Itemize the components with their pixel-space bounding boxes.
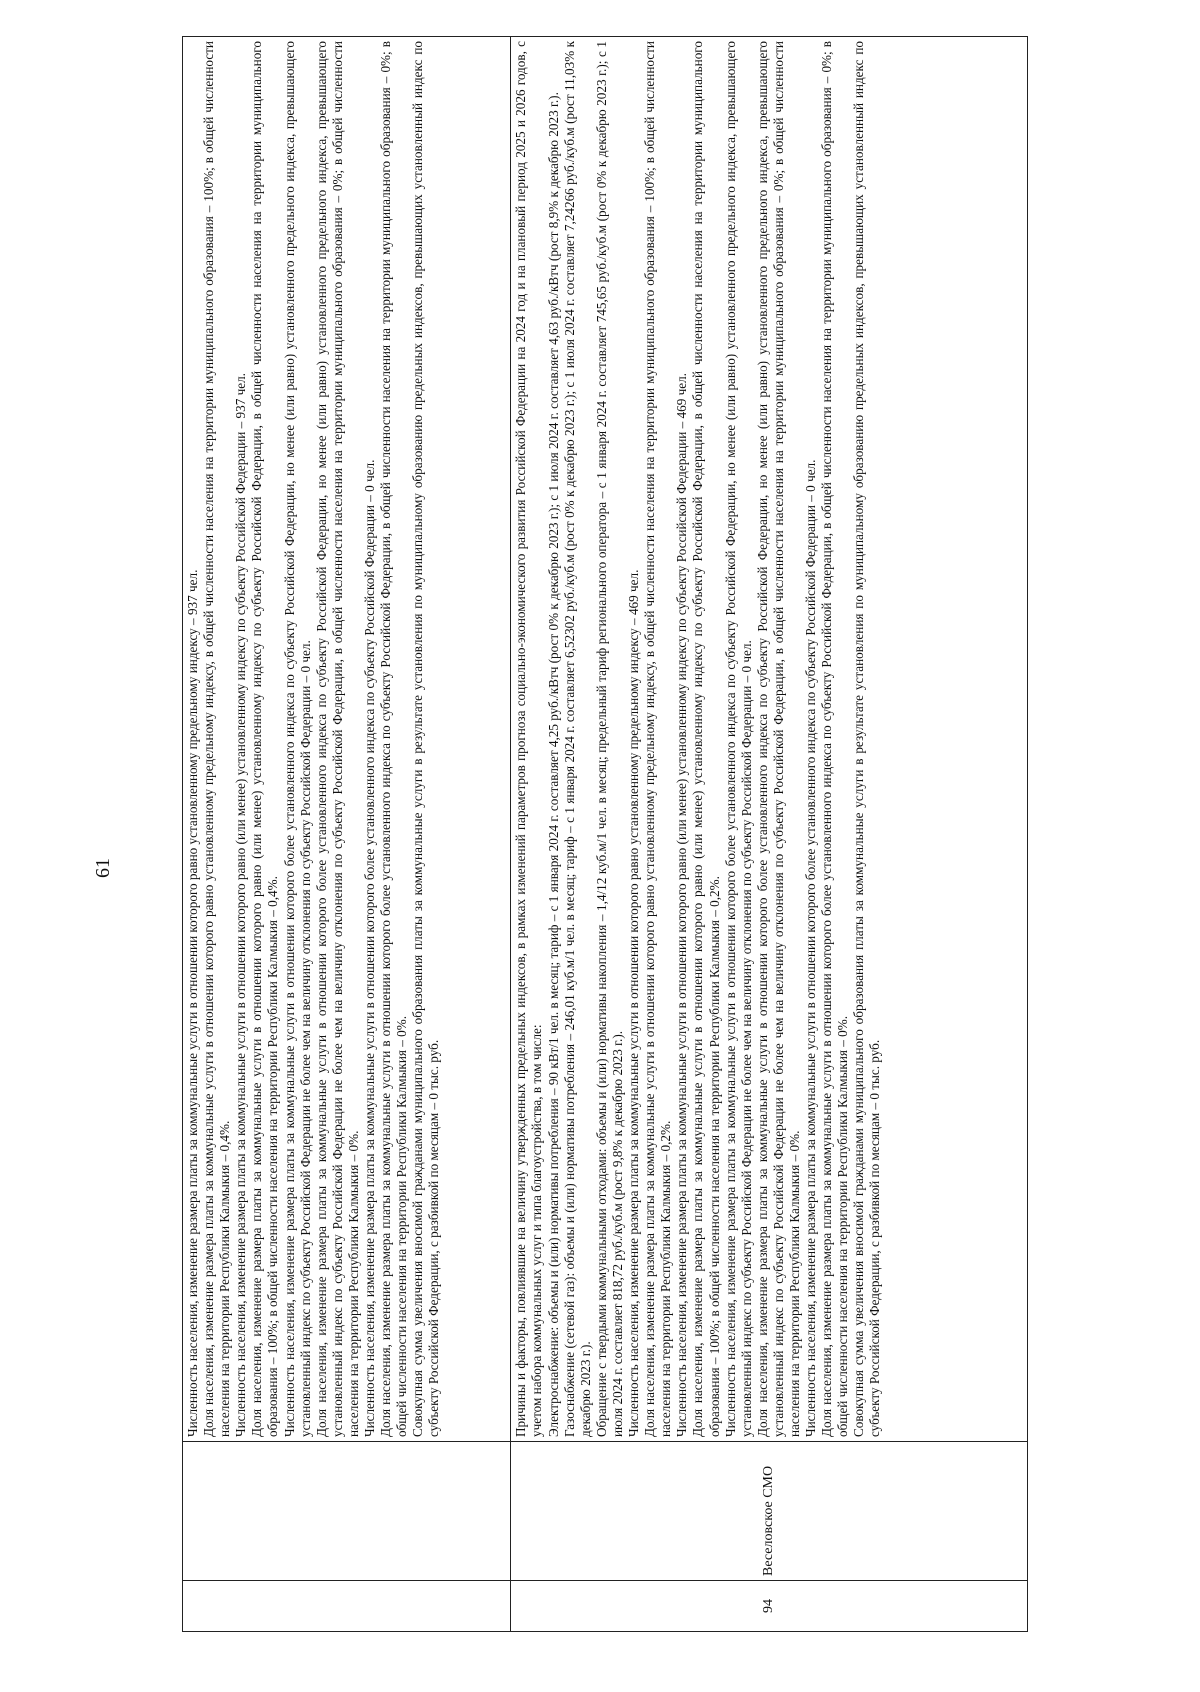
paragraph: Доля населения, изменение размера платы за коммунальные услуги в отношении которого более установленного индекса по субъекту Российской Федерации, в общей численности населения на территории муниципального образования – 0%; в общей численности населения на территории Республики Калмыкия – 0%. (819, 41, 851, 1437)
paragraph: Совокупная сумма увеличения вносимой гражданами муниципального образования платы за коммунальные услуги в результате установления по муниципальному образованию предельных индексов, превышающих установленный индекс по субъекту Российской Федерации, с разбивкой по месяцам – 0 тыс. руб. (851, 41, 883, 1437)
paragraph: Причины и факторы, повлиявшие на величину утвержденных предельных индексов, в рамках изменений параметров прогноза социально-экономического развития Российской Федерации на 2024 год и на плановый период 2025 и 2026 годов, с учетом набора коммунальных услуг и типа благоустройства, в том числе: (513, 41, 545, 1437)
page-number: 61 (92, 858, 114, 878)
paragraph: Численность населения, изменение размера платы за коммунальные услуги в отношении которого более установленного индекса по субъекту Российской Федерации – 0 чел. (803, 459, 819, 1437)
paragraph: Доля населения, изменение размера платы за коммунальные услуги в отношении которого более установленного индекса по субъекту Российской Федерации, но менее (или равно) установленного предельного индекса, превышающего установленный индекс по субъекту Российской Федерации не более чем на величину отклонения по субъекту Российской Федерации, в общей численности населения на территории муниципального образования – 0%; в общей численности населения на территории Республики Калмыкия – 0%. (754, 41, 802, 1437)
description-cell (183, 37, 511, 1442)
paragraph: Доля населения, изменение размера платы за коммунальные услуги в отношении которого равно установленному предельному индексу, в общей численности населения на территории муниципального образования – 100%; в общей численности населения на территории Республики Калмыкия – 0,4%. (201, 41, 233, 1437)
description-cell (511, 37, 1028, 1442)
paragraph: Газоснабжение (сетевой газ): объемы и (или) нормативы потребления – 246,01 куб.м/1 чел. в месяц; тариф – с 1 января 2024 г. составляет 6,52302 руб./куб.м (рост 0% к декабрю 2023 г.); с 1 июля 2024 г. составляет 7,24266 руб./куб.м (рост 11,03% к декабрю 2023 г.). (561, 41, 593, 1437)
municipality-name-cell: Веселовское СМО (511, 1442, 1028, 1581)
index-table (182, 36, 1028, 1632)
paragraph: Доля населения, изменение размера платы за коммунальные услуги в отношении которого более установленного индекса по субъекту Российской Федерации, но менее (или равно) установленного предельного индекса, превышающего установленный индекс по субъекту Российской Федерации не более чем на величину отклонения по субъекту Российской Федерации, в общей численности населения на территории муниципального образования – 0%; в общей численности населения на территории Республики Калмыкия – 0%. (313, 41, 361, 1437)
paragraph: Численность населения, изменение размера платы за коммунальные услуги в отношении которого более установленного индекса по субъекту Российской Федерации, но менее (или равно) установленного предельного индекса, превышающего установленный индекс по субъекту Российской Федерации не более чем на величину отклонения по субъекту Российской Федерации – 0 чел. (281, 41, 313, 1437)
table-row (183, 37, 511, 1632)
paragraph: Обращение с твердыми коммунальными отходами: объемы и (или) нормативы накопления – 1,4/12 куб.м/1 чел. в месяц; предельный тариф регионального оператора – с 1 января 2024 г. составляет 745,65 руб./куб.м (рост 0% к декабрю 2023 г.); с 1 июля 2024 г. составляет 818,72 руб./куб.м (рост 9,8% к декабрю 2023 г.). (593, 41, 625, 1437)
paragraph: Электроснабжение: объемы и (или) нормативы потребления – 90 кВт/1 чел. в месяц; тариф – с 1 января 2024 г. составляет 4,25 руб./кВтч (рост 0% к декабрю 2023 г.); с 1 июля 2024 г. составляет 4,63 руб./кВтч (рост 8,9% к декабрю 2023 г.). (545, 92, 561, 1437)
rotated-table-wrapper (182, 36, 1028, 1632)
paragraph: Совокупная сумма увеличения вносимой гражданами муниципального образования платы за коммунальные услуги в результате установления по муниципальному образованию предельных индексов, превышающих установленный индекс по субъекту Российской Федерации, с разбивкой по месяцам – 0 тыс. руб. (410, 41, 442, 1437)
paragraph: Численность населения, изменение размера платы за коммунальные услуги в отношении которого равно установленному предельному индексу – 469 чел. (626, 569, 642, 1437)
row-number-cell: 94 (511, 1581, 1028, 1632)
paragraph: Доля населения, изменение размера платы за коммунальные услуги в отношении которого равно (или менее) установленному индексу по субъекту Российской Федерации, в общей численности населения на территории муниципального образования – 100%; в общей численности населения на территории Республики Калмыкия – 0,4%. (249, 41, 281, 1437)
paragraph: Численность населения, изменение размера платы за коммунальные услуги в отношении которого более установленного индекса по субъекту Российской Федерации, но менее (или равно) установленного предельного индекса, превышающего установленный индекс по субъекту Российской Федерации не более чем на величину отклонения по субъекту Российской Федерации – 0 чел. (722, 41, 754, 1437)
paragraph: Доля населения, изменение размера платы за коммунальные услуги в отношении которого более установленного индекса по субъекту Российской Федерации, в общей численности населения на территории муниципального образования – 0%; в общей численности населения на территории Республики Калмыкия – 0%. (378, 41, 410, 1437)
paragraph: Численность населения, изменение размера платы за коммунальные услуги в отношении которого равно (или менее) установленному индексу по субъекту Российской Федерации – 937 чел. (233, 373, 249, 1437)
row-number-cell (183, 1581, 511, 1632)
municipality-name-cell (183, 1442, 511, 1581)
table-row (511, 37, 1028, 1632)
paragraph: Численность населения, изменение размера платы за коммунальные услуги в отношении которого равно установленному предельному индексу – 937 чел. (185, 569, 200, 1437)
paragraph: Доля населения, изменение размера платы за коммунальные услуги в отношении которого равно (или менее) установленному индексу по субъекту Российской Федерации, в общей численности населения на территории муниципального образования – 100%; в общей численности населения на территории Республики Калмыкия – 0,2%. (690, 41, 722, 1437)
paragraph: Численность населения, изменение размера платы за коммунальные услуги в отношении которого более установленного индекса по субъекту Российской Федерации – 0 чел. (362, 459, 378, 1437)
paragraph: Численность населения, изменение размера платы за коммунальные услуги в отношении которого равно (или менее) установленному индексу по субъекту Российской Федерации – 469 чел. (674, 373, 690, 1437)
paragraph: Доля населения, изменение размера платы за коммунальные услуги в отношении которого равно установленному предельному индексу, в общей численности населения на территории муниципального образования – 100%; в общей численности населения на территории Республики Калмыкия – 0,2%. (642, 41, 674, 1437)
